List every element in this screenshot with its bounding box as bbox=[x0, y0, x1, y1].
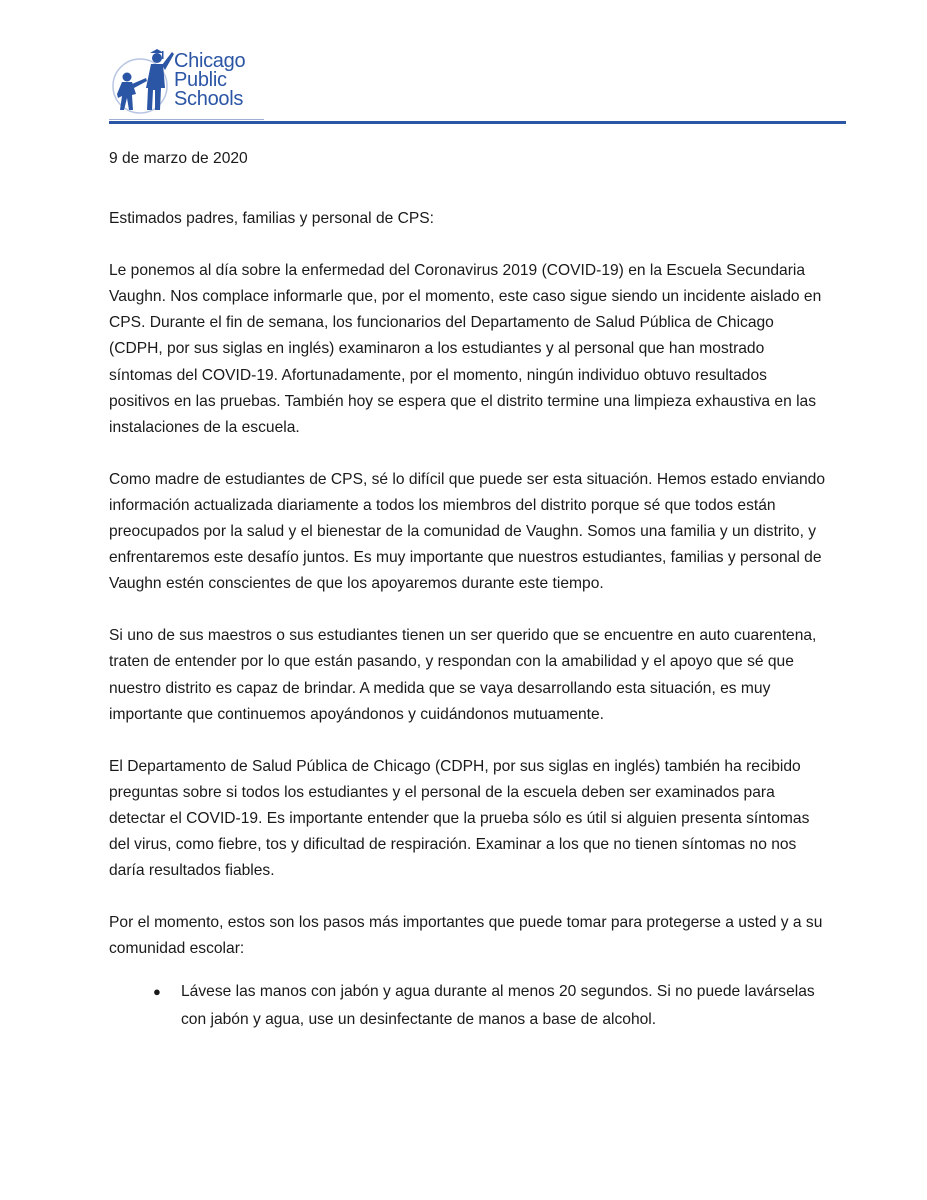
letter-paragraph: Por el momento, estos son los pasos más importantes que puede tomar para protegerse a usted y a su comunidad escolar: bbox=[109, 914, 823, 958]
cps-logo-emblem-icon bbox=[110, 44, 180, 116]
header-rule-accent bbox=[109, 119, 264, 120]
letter-paragraph: El Departamento de Salud Pública de Chicago (CDPH, por sus siglas en inglés) también ha recibido preguntas sobre si todos los estudiantes y el personal de la escuela deben ser examinados para detectar el COVID-19. Es importante entender que la prueba sólo es útil si alguien presenta síntomas del virus, como fiebre, tos y dificultad de respiración. Examinar a los que no tienen síntomas no nos daría resultados fiables. bbox=[109, 757, 810, 880]
logo-line-chicago: Chicago bbox=[174, 50, 246, 72]
cps-logo bbox=[110, 44, 280, 116]
letter-date: 9 de marzo de 2020 bbox=[109, 150, 248, 167]
letter-body bbox=[109, 146, 829, 1034]
bullet-icon: ● bbox=[153, 984, 161, 1000]
logo-line-public: Public bbox=[174, 69, 227, 91]
logo-line-schools: Schools bbox=[174, 88, 244, 110]
letter-paragraph: Si uno de sus maestros o sus estudiantes tienen un ser querido que se encuentre en auto cuarentena, traten de entender por lo que están pasando, y respondan con la amabilidad y el apoyo que sé que nuestro distrito es capaz de brindar. A medida que se vaya desarrollando esta situación, es muy importante que continuemos apoyándonos y cuidándonos mutuamente. bbox=[109, 627, 817, 723]
letter-paragraph: Como madre de estudiantes de CPS, sé lo difícil que puede ser esta situación. Hemos estado enviando información actualizada diariamente a todos los miembros del distrito porque sé que todos están preocupados por la salud y el bienestar de la comunidad de Vaughn. Somos una familia y un distrito, y enfrentaremos este desafío juntos. Es muy importante que nuestros estudiantes, familias y personal de Vaughn estén conscientes de que los apoyaremos durante este tiempo. bbox=[109, 470, 825, 593]
prevention-steps-list bbox=[109, 978, 829, 1034]
letter-greeting: Estimados padres, familias y personal de CPS: bbox=[109, 210, 435, 228]
header-rule bbox=[109, 121, 846, 124]
letter-paragraph: Le ponemos al día sobre la enfermedad del Coronavirus 2019 (COVID-19) en la Escuela Secundaria Vaughn. Nos complace informarle que, por el momento, este caso sigue siendo un incidente aislado en CPS. Durante el fin de semana, los funcionarios del Departamento de Salud Pública de Chicago (CDPH, por sus siglas en inglés) examinaron a los estudiantes y al personal que han mostrado síntomas del COVID-19. Afortunadamente, por el momento, ningún individuo obtuvo resultados positivos en las pruebas. También hoy se espera que el distrito termine una limpieza exhaustiva en las instalaciones de la escuela. bbox=[109, 262, 822, 436]
list-item-text: Lávese las manos con jabón y agua durante al menos 20 segundos. Si no puede lavárselas con jabón y agua, use un desinfectante de manos a base de alcohol. bbox=[181, 983, 815, 1029]
cps-logo-wordmark bbox=[174, 52, 245, 109]
list-item bbox=[109, 978, 829, 1034]
